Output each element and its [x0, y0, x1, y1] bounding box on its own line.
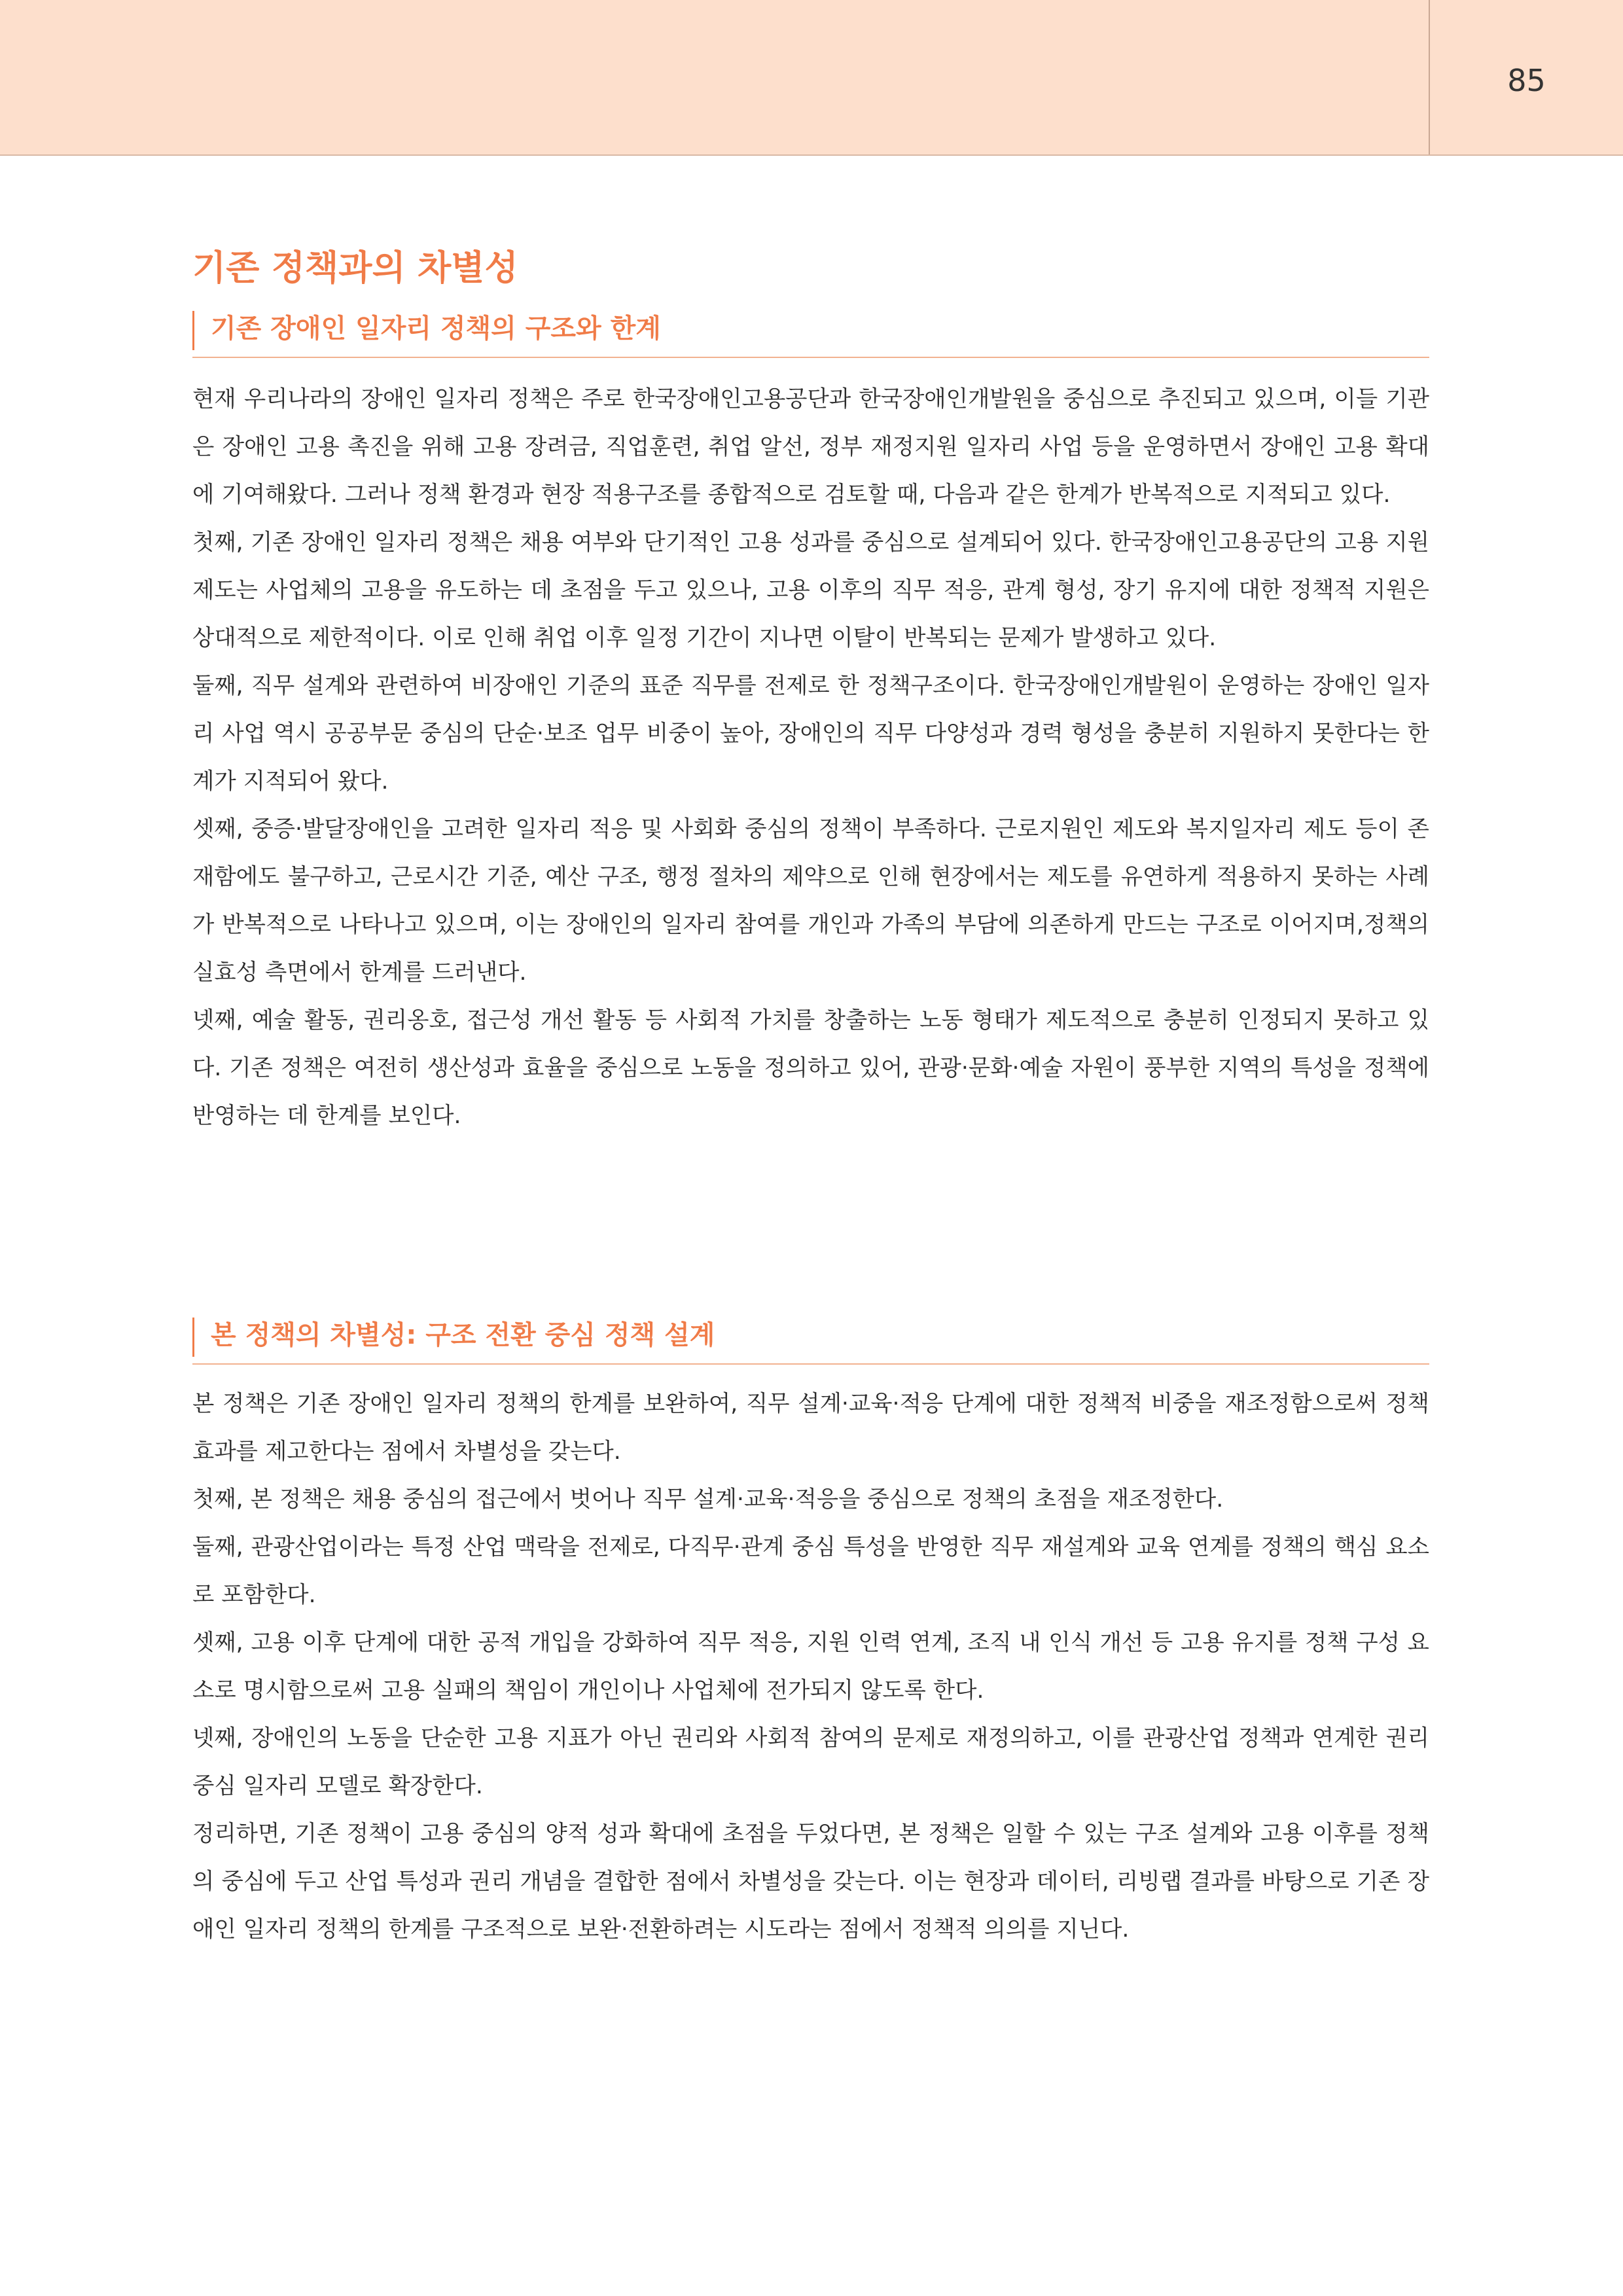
subsection-heading-structure-limits [192, 308, 1429, 358]
subsection-heading-text: 본 정책의 차별성: 구조 전환 중심 정책 설계 [211, 1320, 715, 1350]
subsection-body-differentiation [192, 1380, 1429, 1954]
section-title: 기존 정책과의 차별성 [192, 248, 518, 288]
paragraph: 둘째, 직무 설계와 관련하여 비장애인 기준의 표준 직무를 전제로 한 정책구조이다. 한국장애인개발원이 운영하는 장애인 일자리 사업 역시 공공부문 중심의 단순·보조 업무 비중이 높아, 장애인의 직무 다양성과 경력 형성을 충분히 지원하지 못한다는 한계가 지적되어 왔다. [192, 673, 1429, 795]
paragraph: 본 정책은 기존 장애인 일자리 정책의 한계를 보완하여, 직무 설계·교육·적응 단계에 대한 정책적 비중을 재조정함으로써 정책 효과를 제고한다는 점에서 차별성을 갖는다. [192, 1391, 1429, 1465]
subsection-heading-differentiation [192, 1314, 1429, 1365]
paragraph: 둘째, 관광산업이라는 특정 산업 맥락을 전제로, 다직무·관계 중심 특성을 반영한 직무 재설계와 교육 연계를 정책의 핵심 요소로 포함한다. [192, 1534, 1429, 1608]
subsection-heading-text: 기존 장애인 일자리 정책의 구조와 한계 [211, 314, 661, 344]
paragraph: 첫째, 기존 장애인 일자리 정책은 채용 여부와 단기적인 고용 성과를 중심으로 설계되어 있다. 한국장애인고용공단의 고용 지원 제도는 사업체의 고용을 유도하는 데 초점을 두고 있으나, 고용 이후의 직무 적응, 관계 형성, 장기 유지에 대한 정책적 지원은 상대적으로 제한적이다. 이로 인해 취업 이후 일정 기간이 지나면 이탈이 반복되는 문제가 발생하고 있다. [192, 529, 1429, 651]
paragraph: 정리하면, 기존 정책이 고용 중심의 양적 성과 확대에 초점을 두었다면, 본 정책은 일할 수 있는 구조 설계와 고용 이후를 정책의 중심에 두고 산업 특성과 권리 개념을 결합한 점에서 차별성을 갖는다. 이는 현장과 데이터, 리빙랩 결과를 바탕으로 기존 장애인 일자리 정책의 한계를 구조적으로 보완·전환하려는 시도라는 점에서 정책적 의의를 지닌다. [192, 1821, 1429, 1943]
paragraph: 첫째, 본 정책은 채용 중심의 접근에서 벗어나 직무 설계·교육·적응을 중심으로 정책의 초점을 재조정한다. [192, 1486, 1224, 1513]
heading-accent-bar [192, 311, 194, 350]
paragraph: 셋째, 중증·발달장애인을 고려한 일자리 적응 및 사회화 중심의 정책이 부족하다. 근로지원인 제도와 복지일자리 제도 등이 존재함에도 불구하고, 근로시간 기준, 예산 구조, 행정 절차의 제약으로 인해 현장에서는 제도를 유연하게 적용하지 못하는 사례가 반복적으로 나타나고 있으며, 이는 장애인의 일자리 참여를 개인과 가족의 부담에 의존하게 만드는 구조로 이어지며,정책의 실효성 측면에서 한계를 드러낸다. [192, 816, 1429, 986]
subsection-body-structure-limits [192, 376, 1429, 1140]
heading-accent-bar [192, 1318, 194, 1357]
paragraph: 넷째, 예술 활동, 권리옹호, 접근성 개선 활동 등 사회적 가치를 창출하는 노동 형태가 제도적으로 충분히 인정되지 못하고 있다. 기존 정책은 여전히 생산성과 효율을 중심으로 노동을 정의하고 있어, 관광·문화·예술 자원이 풍부한 지역의 특성을 정책에 반영하는 데 한계를 보인다. [192, 1007, 1429, 1129]
paragraph: 셋째, 고용 이후 단계에 대한 공적 개입을 강화하여 직무 적응, 지원 인력 연계, 조직 내 인식 개선 등 고용 유지를 정책 구성 요소로 명시함으로써 고용 실패의 책임이 개인이나 사업체에 전가되지 않도록 한다. [192, 1630, 1429, 1704]
paragraph: 현재 우리나라의 장애인 일자리 정책은 주로 한국장애인고용공단과 한국장애인개발원을 중심으로 추진되고 있으며, 이들 기관은 장애인 고용 촉진을 위해 고용 장려금, 직업훈련, 취업 알선, 정부 재정지원 일자리 사업 등을 운영하면서 장애인 고용 확대에 기여해왔다. 그러나 정책 환경과 현장 적용구조를 종합적으로 검토할 때, 다음과 같은 한계가 반복적으로 지적되고 있다. [192, 386, 1429, 508]
page-header-band [0, 0, 1623, 156]
page-number: 85 [1507, 63, 1546, 98]
paragraph: 넷째, 장애인의 노동을 단순한 고용 지표가 아닌 권리와 사회적 참여의 문제로 재정의하고, 이를 관광산업 정책과 연계한 권리 중심 일자리 모델로 확장한다. [192, 1725, 1429, 1799]
